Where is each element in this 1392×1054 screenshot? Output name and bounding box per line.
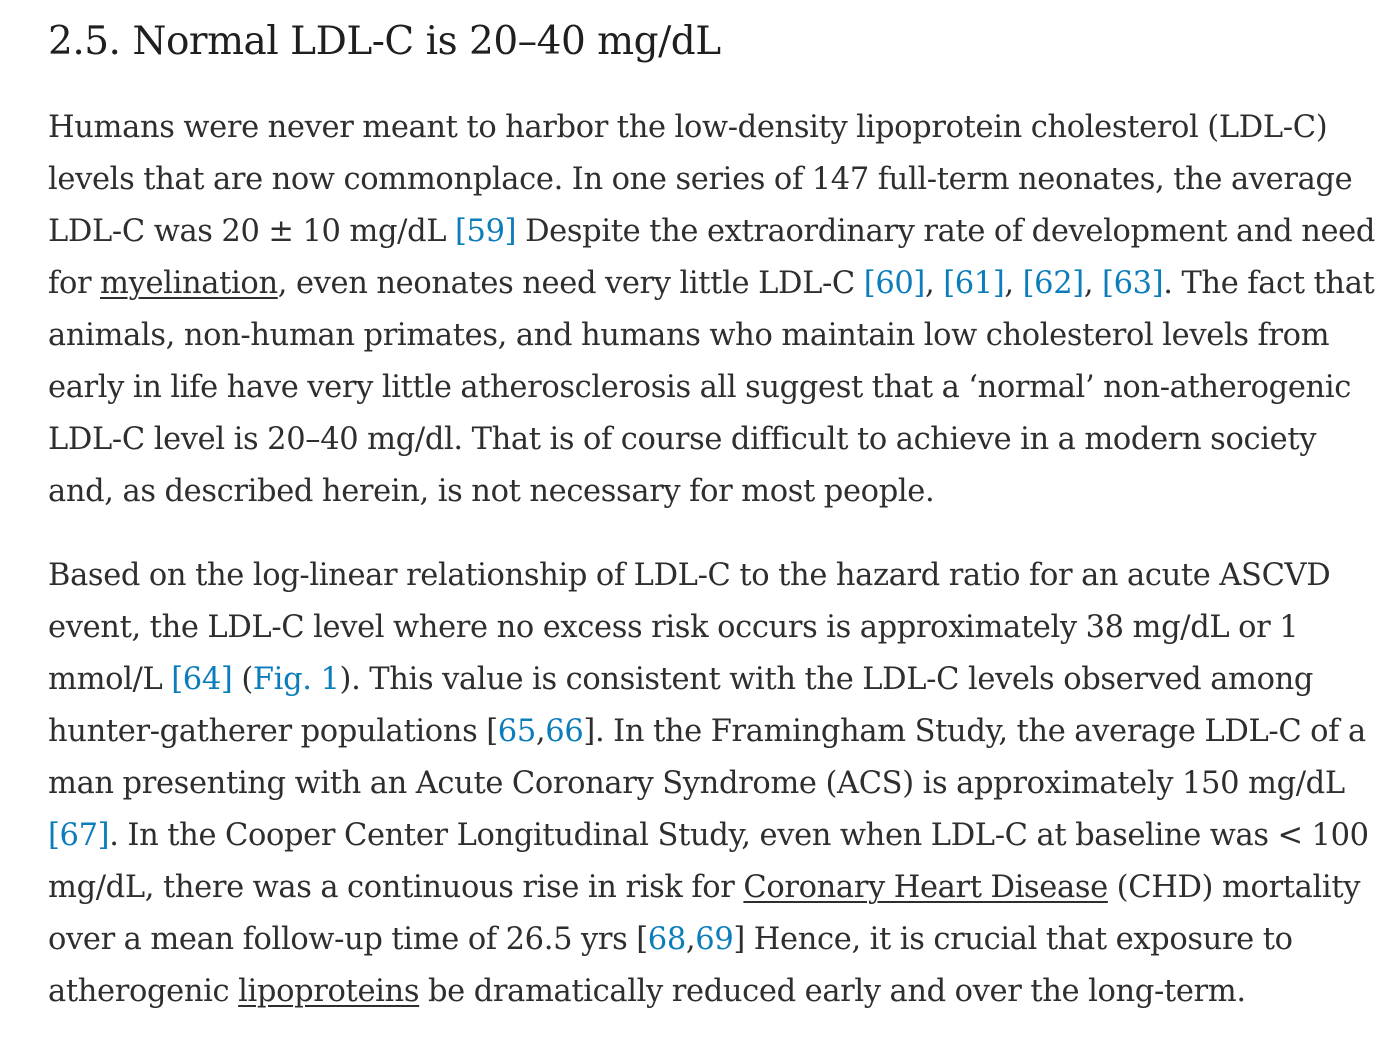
citation-separator: , — [1083, 266, 1103, 301]
figure-link-fig-1[interactable]: Fig. 1 — [252, 662, 340, 697]
paragraph-text: ]. In the Framingham Study, the average LDL-C of a man presenting with an Acute Coronary Syndrome (ACS) is approximately 150 mg/dL — [48, 714, 1366, 801]
citation-separator: , — [1004, 266, 1023, 301]
paragraph-text: be dramatically reduced early and over the long-term. — [419, 974, 1246, 1009]
citation-separator: , — [924, 266, 944, 301]
citation-link-69[interactable]: 69 — [695, 922, 734, 957]
section-heading: 2.5. Normal LDL-C is 20–40 mg/dL — [48, 19, 721, 64]
paragraph-text: ] Hence, it is crucial that exposure to atherogenic — [48, 922, 1293, 1009]
paragraph-text: . In the Cooper Center Longitudinal Study, even when LDL-C at baseline was < 100 mg/dL, there was a continuous rise in risk for — [48, 818, 1369, 905]
paragraph-text: ). This value is consistent with the LDL-C levels observed among hunter-gatherer populations [ — [48, 662, 1314, 749]
citation-link-60[interactable]: [60] — [863, 266, 925, 301]
citation-link-64[interactable]: [64] — [171, 662, 233, 697]
glossary-link-coronary-heart-disease[interactable]: Coronary Heart Disease — [743, 870, 1108, 905]
citation-link-63[interactable]: [63] — [1102, 266, 1164, 301]
paragraph-text: (CHD) mortality over a mean follow-up time of 26.5 yrs [ — [48, 870, 1361, 957]
paragraph-text: Despite the extraordinary rate of development and need for — [48, 214, 1376, 301]
paragraph-text: Based on the log-linear relationship of LDL-C to the hazard ratio for an acute ASCVD event, the LDL-C level where no excess risk occurs is approximately 38 mg/dL or 1 mmol/L — [48, 558, 1331, 697]
citation-link-62[interactable]: [62] — [1022, 266, 1084, 301]
paragraph-text: Humans were never meant to harbor the low-density lipoprotein cholesterol (LDL-C) levels that are now commonplace. In one series of 147 full-term neonates, the average LDL-C was 20 ± 10 mg/dL — [48, 110, 1353, 249]
article-section — [48, 0, 1378, 1018]
citation-link-61[interactable]: [61] — [943, 266, 1005, 301]
glossary-link-lipoproteins[interactable]: lipoproteins — [238, 974, 420, 1009]
glossary-link-myelination[interactable]: myelination — [100, 266, 278, 301]
citation-link-67[interactable]: [67] — [48, 818, 110, 853]
paragraph-text: . The fact that animals, non-human primates, and humans who maintain low cholesterol levels from early in life have very little atherosclerosis all suggest that a ‘normal’ non-atherogenic LDL-C level is 20–40 mg/dl. That is of course difficult to achieve in a modern society and, as described herein, is not necessary for most people. — [48, 266, 1375, 509]
paragraph-normal-ldl — [48, 102, 1378, 518]
citation-separator: , — [535, 714, 546, 749]
citation-link-59[interactable]: [59] — [455, 214, 517, 249]
citation-link-65[interactable]: 65 — [497, 714, 536, 749]
citation-link-66[interactable]: 66 — [545, 714, 584, 749]
paragraph-text: ( — [232, 662, 253, 697]
citation-separator: , — [685, 922, 696, 957]
citation-link-68[interactable]: 68 — [647, 922, 686, 957]
paragraph-log-linear — [48, 550, 1378, 1018]
paragraph-text: , even neonates need very little LDL-C — [277, 266, 864, 301]
